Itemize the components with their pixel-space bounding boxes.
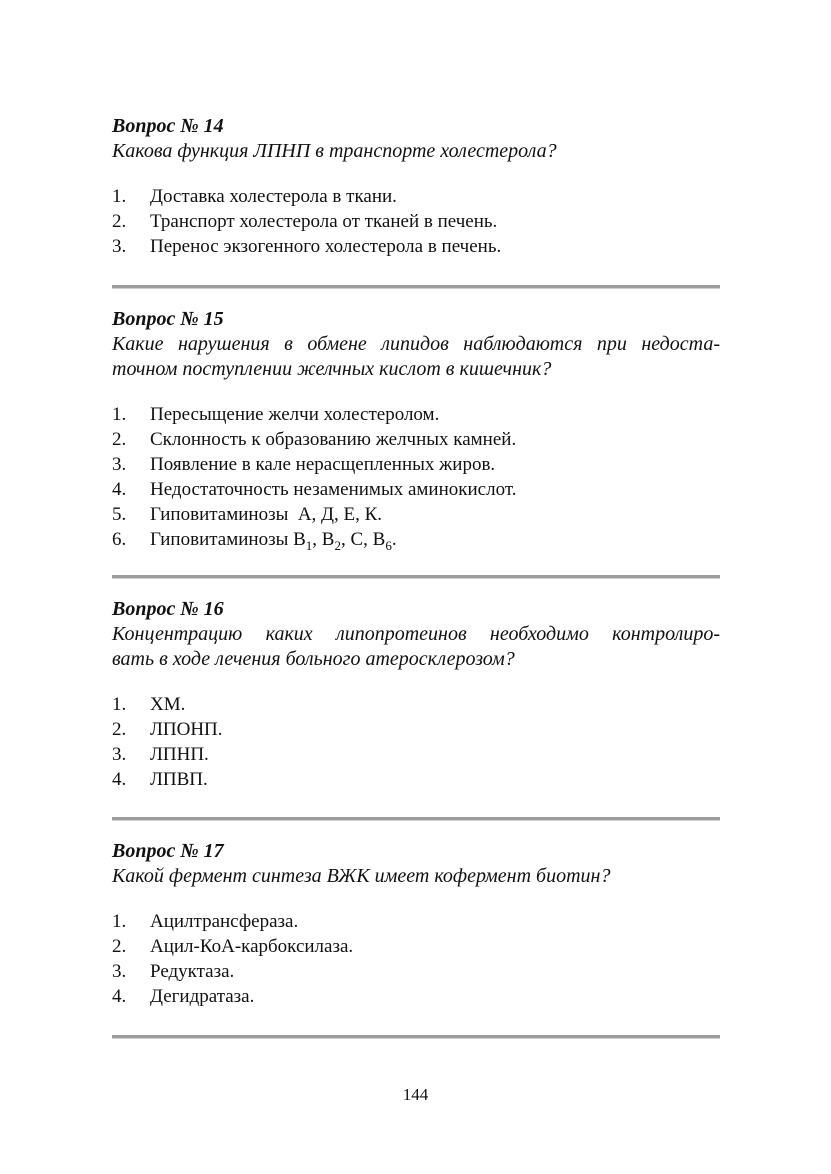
answer-text: ЛПВП.	[150, 769, 208, 790]
question-14	[112, 114, 720, 259]
rich-text-part: В	[293, 529, 306, 550]
answer-number: 1.	[112, 911, 127, 932]
answer-item	[112, 184, 720, 209]
question-title: Вопрос № 15	[112, 308, 224, 330]
answer-text: ЛПОНП.	[150, 719, 223, 740]
answer-item	[112, 717, 720, 742]
answer-item	[112, 209, 720, 234]
question-text-line: вать в ходе лечения больного атеросклерозом?	[112, 648, 515, 670]
answer-text-main: Гиповитаминозы	[150, 529, 294, 550]
answer-number: 4.	[112, 479, 127, 500]
answer-item	[112, 477, 720, 502]
answer-text: Гиповитаминозы А, Д, Е, К.	[150, 504, 383, 525]
section-divider	[112, 817, 720, 821]
answer-number: 2.	[112, 429, 127, 450]
answer-number: 1.	[112, 694, 127, 715]
question-text-line: точном поступлении желчных кислот в кишечник?	[112, 358, 552, 380]
answer-list	[112, 692, 720, 792]
answer-text: Недостаточность незаменимых аминокислот.	[150, 479, 517, 500]
answer-number: 3.	[112, 961, 127, 982]
answer-item	[112, 692, 720, 717]
answer-number: 1.	[112, 186, 127, 207]
page-number: 144	[402, 1085, 429, 1104]
answer-item	[112, 984, 720, 1009]
answer-list	[112, 184, 720, 259]
answer-number: 2.	[112, 211, 127, 232]
answer-text: Ацил-КоА-карбоксилаза.	[150, 936, 354, 957]
question-text	[112, 864, 720, 889]
answer-item	[112, 502, 720, 527]
question-title: Вопрос № 17	[112, 840, 224, 862]
answer-text: Редуктаза.	[150, 961, 235, 982]
answer-text: Появление в кале нерасщепленных жиров.	[150, 454, 496, 475]
answer-item	[112, 959, 720, 984]
answer-item	[112, 934, 720, 959]
answer-item	[112, 909, 720, 934]
answer-number: 1.	[112, 404, 127, 425]
section-divider	[112, 1035, 720, 1039]
subscript-number: 6	[385, 537, 392, 553]
answer-text: Доставка холестерола в ткани.	[150, 186, 397, 207]
answer-text: ЛПНП.	[150, 744, 209, 765]
vitamin-list	[293, 529, 397, 553]
question-text-line: Какие нарушения в обмене липидов наблюдаются при недоста-	[112, 333, 720, 355]
answer-number: 3.	[112, 454, 127, 475]
answer-text: Ацилтрансфераза.	[150, 911, 299, 932]
answer-text	[150, 527, 397, 552]
answer-item	[112, 234, 720, 259]
subscript-number: 2	[334, 537, 341, 553]
question-text-line: Какова функция ЛПНП в транспорте холестерола?	[112, 140, 557, 162]
answer-number: 4.	[112, 986, 127, 1007]
question-17	[112, 839, 720, 1009]
answer-list	[112, 909, 720, 1009]
question-title: Вопрос № 16	[112, 598, 224, 620]
answer-text: Пересыщение желчи холестеролом.	[150, 404, 440, 425]
rich-text-part: .	[391, 529, 397, 550]
answer-number: 3.	[112, 744, 127, 765]
answer-item	[112, 452, 720, 477]
answer-text: Транспорт холестерола от тканей в печень.	[150, 211, 498, 232]
answer-list	[112, 402, 720, 552]
answer-number: 6.	[112, 529, 127, 550]
answer-number: 4.	[112, 769, 127, 790]
answer-text: Дегидратаза.	[150, 986, 255, 1007]
answer-item	[112, 742, 720, 767]
question-title: Вопрос № 14	[112, 115, 224, 137]
answer-item	[112, 402, 720, 427]
question-text-line: Какой фермент синтеза ВЖК имеет кофермент биотин?	[112, 865, 611, 887]
answer-text: Перенос экзогенного холестерола в печень.	[150, 236, 502, 257]
answer-item	[112, 767, 720, 792]
rich-text-part: , С, В	[340, 529, 386, 550]
question-text	[112, 622, 720, 672]
rich-text-part: , В	[312, 529, 335, 550]
question-15	[112, 307, 720, 552]
answer-number: 3.	[112, 236, 127, 257]
question-text	[112, 332, 720, 382]
answer-text: Склонность к образованию желчных камней.	[150, 429, 517, 450]
question-text	[112, 139, 720, 164]
section-divider	[112, 575, 720, 579]
answer-item	[112, 527, 720, 552]
question-text-line: Концентрацию каких липопротеинов необходимо контролиро-	[112, 623, 720, 645]
answer-number: 2.	[112, 719, 127, 740]
section-divider	[112, 285, 720, 289]
answer-item	[112, 427, 720, 452]
subscript-number: 1	[305, 537, 313, 553]
answer-number: 5.	[112, 504, 127, 525]
answer-text: ХМ.	[150, 694, 186, 715]
question-16	[112, 597, 720, 792]
answer-number: 2.	[112, 936, 127, 957]
